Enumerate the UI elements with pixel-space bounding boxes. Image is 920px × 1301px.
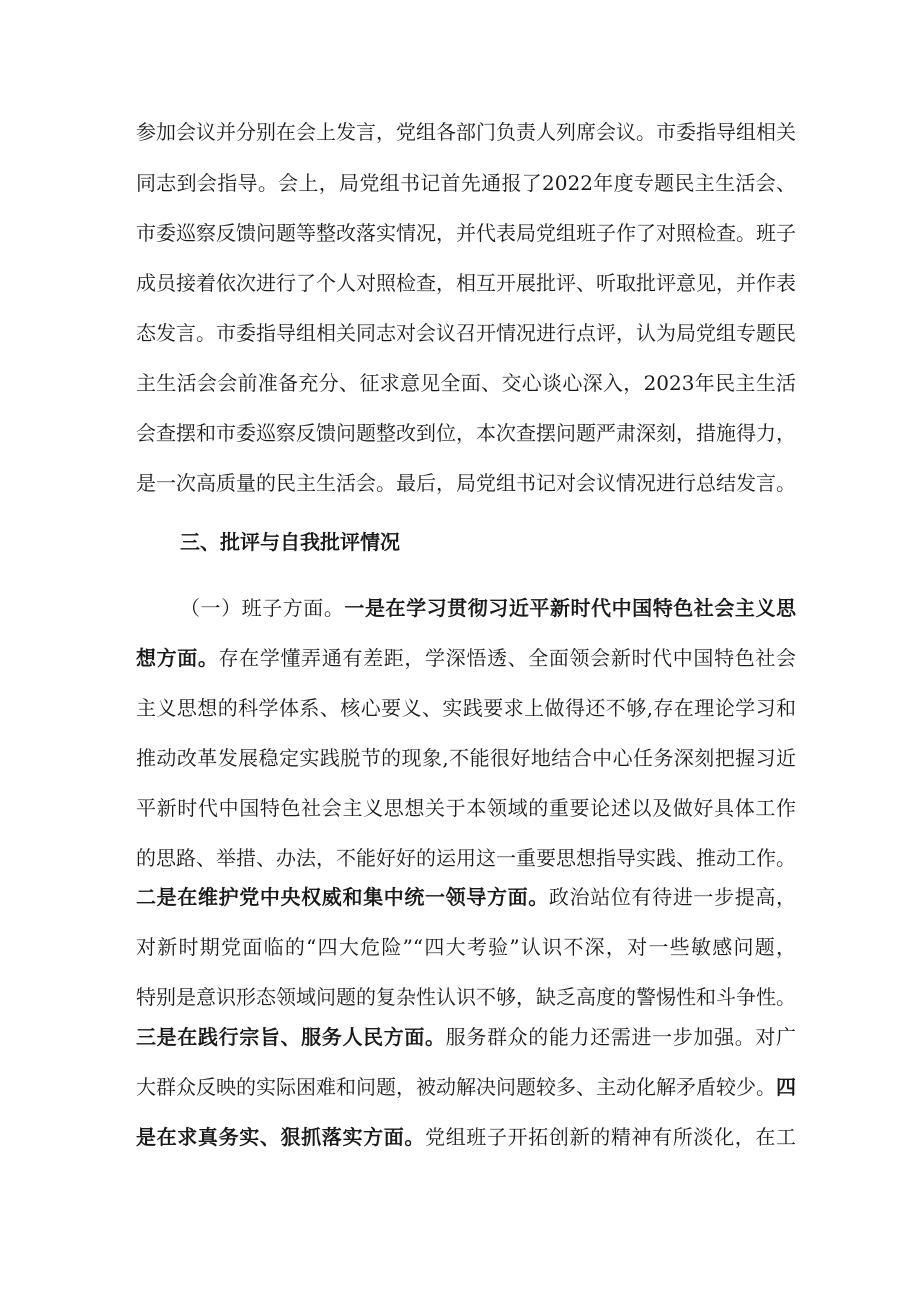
bold-point: 二是在维护党中央权威和集中统一领导方面。 xyxy=(136,885,549,909)
paragraph-line: 会查摆和市委巡察反馈问题整改到位，本次查摆问题严肃深刻，措施得力， xyxy=(136,421,796,445)
paragraph-line: 参加会议并分别在会上发言，党组各部门负责人列席会议。市委指导组相关 xyxy=(136,120,796,144)
paragraph-line: 特别是意识形态领域问题的复杂性认识不够，缺乏高度的警惕性和斗争性。 xyxy=(136,985,796,1009)
subsection-label: （一）班子方面。 xyxy=(180,596,345,620)
text-run: 服务群众的能力还需进一步加强。对广 xyxy=(445,1025,797,1049)
paragraph-line xyxy=(136,883,796,911)
bold-point: 是在求真务实、狠抓落实方面。 xyxy=(136,1125,426,1149)
text-run: 政治站位有待进一步提高， xyxy=(548,885,797,909)
text-run: 大群众反映的实际困难和问题，被动解决问题较多、主动化解矛盾较少。 xyxy=(136,1075,776,1099)
paragraph-line: 主义思想的科学体系、核心要义、实践要求上做得还不够,存在理论学习和 xyxy=(136,696,796,720)
paragraph-line: 成员接着依次进行了个人对照检查，相互开展批评、听取批评意见，并作表 xyxy=(136,271,796,295)
text-run: 存在学懂弄通有差距，学深悟透、全面领会新时代中国特色社会 xyxy=(218,646,797,670)
paragraph-line: 的思路、举措、办法，不能好好的运用这一重要思想指导实践、推动工作。 xyxy=(136,846,796,870)
bold-point: 想方面。 xyxy=(136,646,219,670)
paragraph-line xyxy=(180,594,796,622)
paragraph-line xyxy=(136,644,796,672)
section-heading: 三、批评与自我批评情况 xyxy=(180,530,400,554)
paragraph-line xyxy=(136,1073,796,1101)
text-run: 党组班子开拓创新的精神有所淡化，在工 xyxy=(425,1125,797,1149)
paragraph-line: 对新时期党面临的“四大危险”“四大考验”认识不深，对一些敏感问题， xyxy=(136,935,796,959)
paragraph-line: 市委巡察反馈问题等整改落实情况，并代表局党组班子作了对照检查。班子 xyxy=(136,221,796,245)
paragraph-line: 同志到会指导。会上，局党组书记首先通报了2022年度专题民主生活会、 xyxy=(136,171,796,195)
paragraph-line xyxy=(136,1023,796,1051)
bold-point: 四 xyxy=(776,1075,796,1099)
paragraph-line: 推动改革发展稳定实践脱节的现象,不能很好地结合中心任务深刻把握习近 xyxy=(136,746,796,770)
bold-point: 三是在践行宗旨、服务人民方面。 xyxy=(136,1025,446,1049)
paragraph-line: 态发言。市委指导组相关同志对会议召开情况进行点评，认为局党组专题民 xyxy=(136,321,796,345)
bold-point: 一是在学习贯彻习近平新时代中国特色社会主义思 xyxy=(344,596,797,620)
paragraph-line xyxy=(136,1123,796,1151)
paragraph-line: 平新时代中国特色社会主义思想关于本领域的重要论述以及做好具体工作 xyxy=(136,796,796,820)
paragraph-line: 主生活会会前准备充分、征求意见全面、交心谈心深入，2023年民主生活 xyxy=(136,371,796,395)
paragraph-line: 是一次高质量的民主生活会。最后，局党组书记对会议情况进行总结发言。 xyxy=(136,471,796,495)
